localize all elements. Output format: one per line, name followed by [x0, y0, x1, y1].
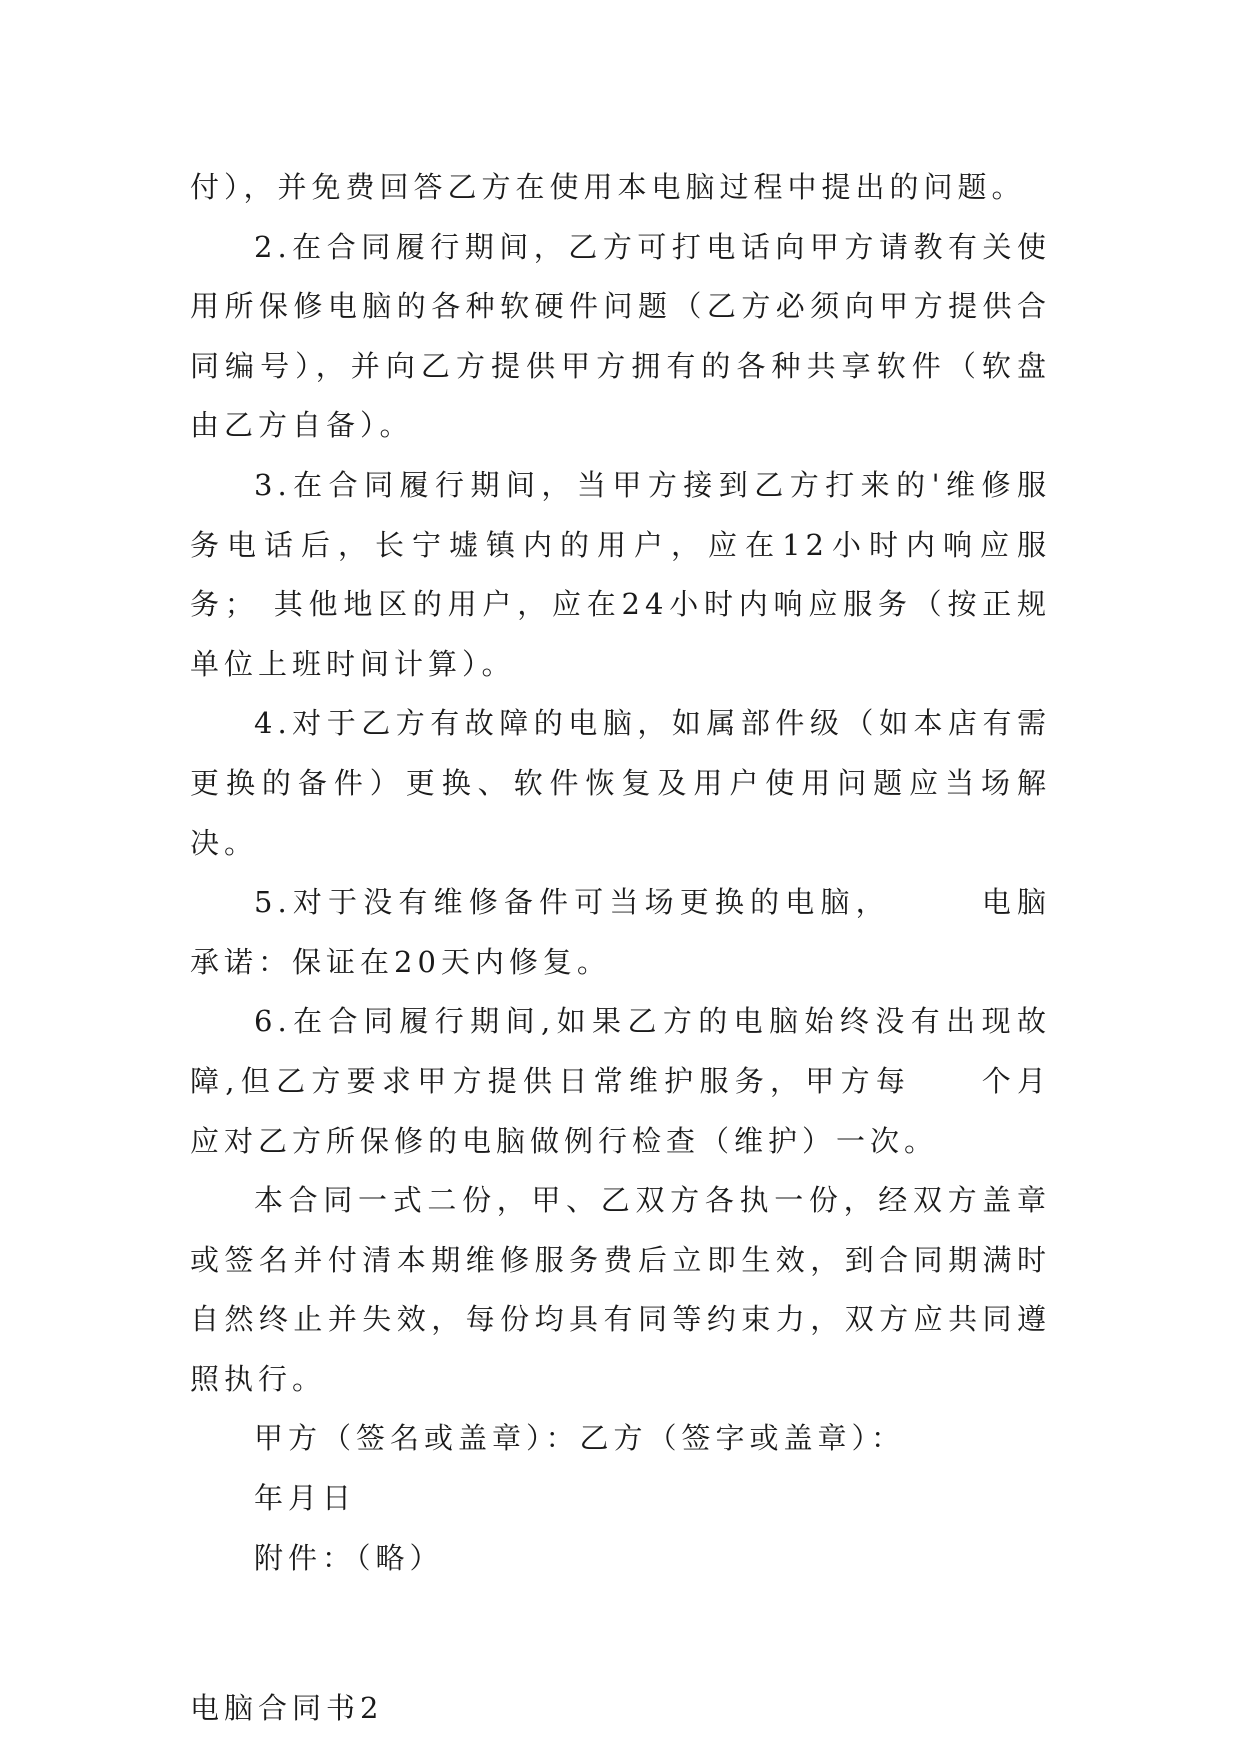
attachment-line: 附件：（略）: [254, 1540, 444, 1575]
clause-4-paragraph: 4.对于乙方有故障的电脑，如属部件级（如本店有需更换的备件）更换、软件恢复及用户使用问题应当场解决。: [190, 706, 1051, 860]
clause-5-paragraph: 5.对于没有维修备件可当场更换的电脑， 电脑承诺：保证在20天内修复。: [190, 885, 1051, 979]
clause-6-paragraph: 6.在合同履行期间,如果乙方的电脑始终没有出现故障,但乙方要求甲方提供日常维护服务，甲方每 个月应对乙方所保修的电脑做例行检查（维护）一次。: [190, 1004, 1051, 1158]
contract-body: [190, 158, 1051, 1739]
section-gap: [190, 1588, 1051, 1679]
signature-line: 甲方（签名或盖章）：乙方（签字或盖章）：: [254, 1421, 906, 1456]
date-line: 年月日: [254, 1481, 357, 1516]
paragraph-continuation: 付），并免费回答乙方在使用本电脑过程中提出的问题。: [190, 170, 1026, 204]
next-section-title: 电脑合同书2: [190, 1691, 384, 1726]
clause-3-paragraph: 3.在合同履行期间，当甲方接到乙方打来的'维修服务电话后，长宁墟镇内的用户，应在12小时内响应服务； 其他地区的用户，应在24小时内响应服务（按正规单位上班时间计算）。: [190, 467, 1051, 681]
validity-paragraph: 本合同一式二份，甲、乙双方各执一份，经双方盖章或签名并付清本期维修服务费后立即生效，到合同期满时自然终止并失效，每份均具有同等约束力，双方应共同遵照执行。: [190, 1183, 1051, 1396]
clause-2-paragraph: 2.在合同履行期间，乙方可打电话向甲方请教有关使用所保修电脑的各种软硬件问题（乙方必须向甲方提供合同编号），并向乙方提供甲方拥有的各种共享软件（软盘由乙方自备）。: [190, 229, 1051, 443]
